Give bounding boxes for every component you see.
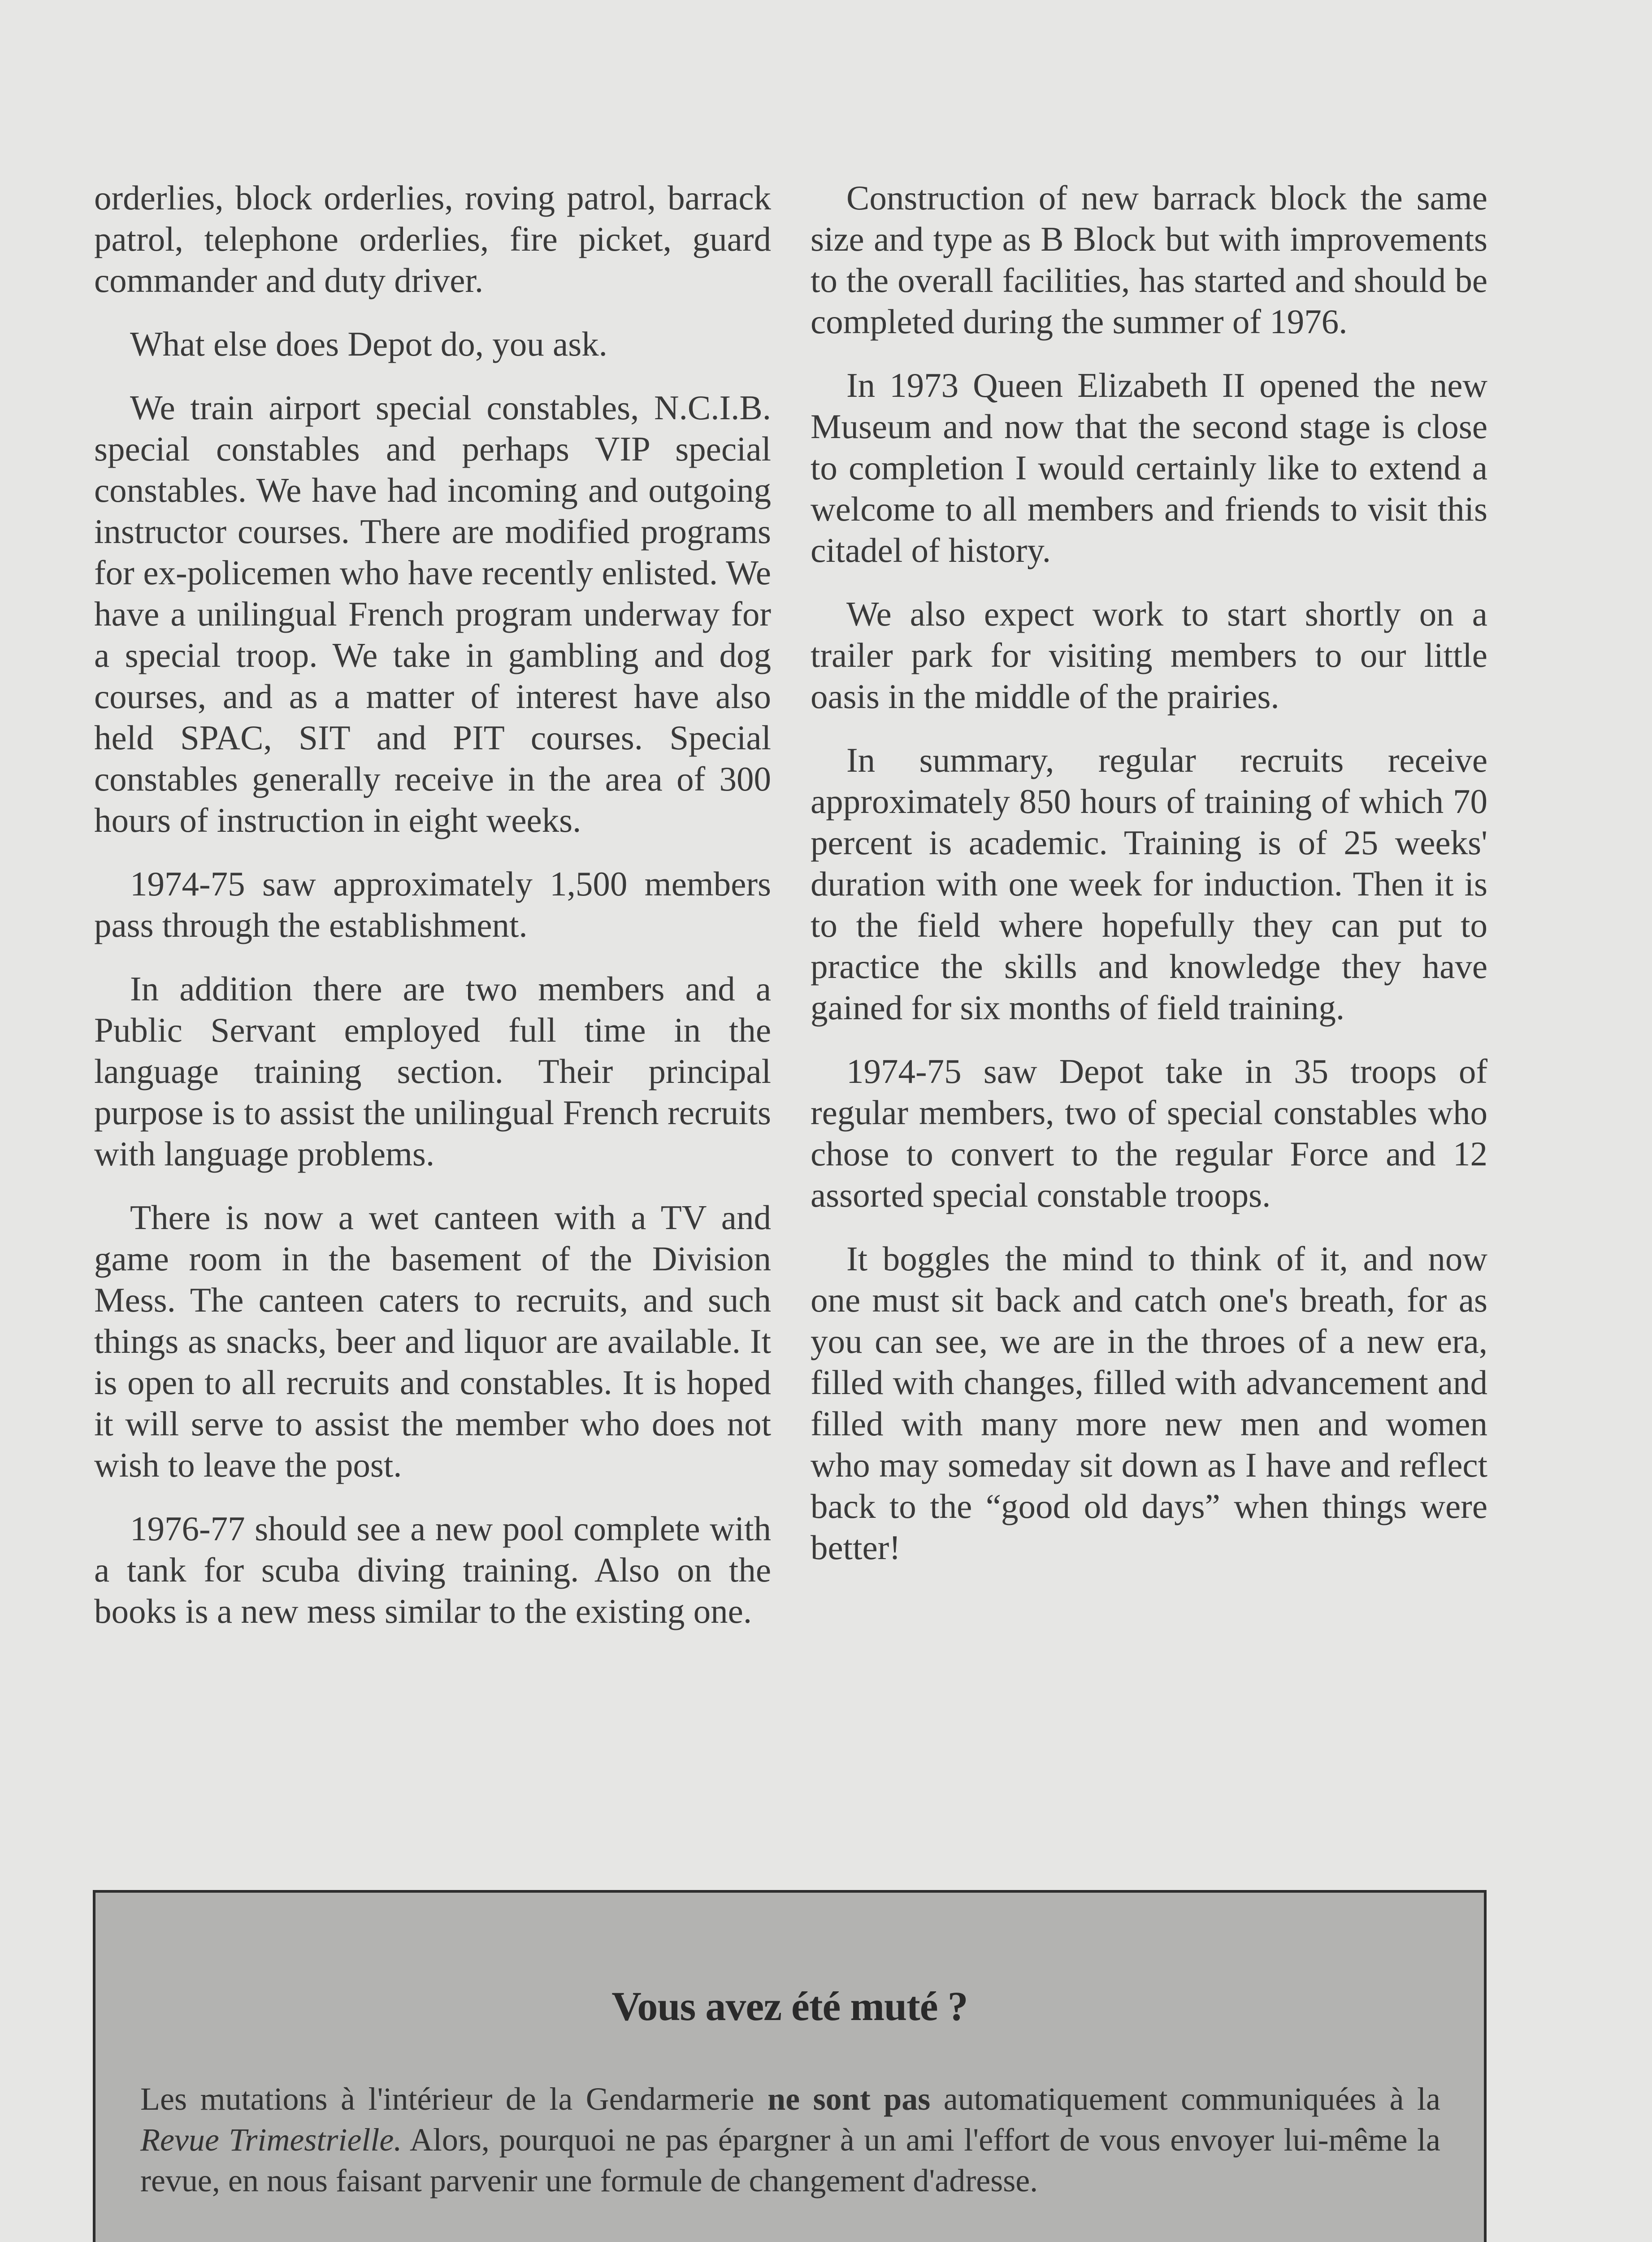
paragraph: 1976-77 should see a new pool complete with a tank for scuba diving training. Also on the books is a new mess similar to the existing one.	[94, 1509, 771, 1630]
paragraph: What else does Depot do, you ask.	[130, 325, 607, 363]
paragraph: 1974-75 saw Depot take in 35 troops of regular members, two of special constables who chose to convert to the regular Force and 12 assorted special constable troops.	[811, 1052, 1487, 1214]
change-of-address-notice	[93, 1890, 1487, 2242]
paragraph: orderlies, block orderlies, roving patrol, barrack patrol, telephone orderlies, fire picket, guard commander and duty driver.	[94, 178, 771, 300]
paragraph: There is now a wet canteen with a TV and game room in the basement of the Division Mess. The canteen caters to recruits, and such things as snacks, beer and liquor are available. It is open to all recruits and constables. It is hoped it will serve to assist the member who does not wish to leave the post.	[94, 1198, 771, 1484]
notice-text	[140, 2079, 1440, 2201]
paragraph: We also expect work to start shortly on a trailer park for visiting members to our little oasis in the middle of the prairies.	[811, 595, 1487, 716]
paragraph: In summary, regular recruits receive approximately 850 hours of training of which 70 percent is academic. Training is of 25 weeks' duration with one week for induction. Then it is to the field where hopefully they can put to practice the skills and knowledge they have gained for six months of field training.	[811, 741, 1487, 1027]
paragraph: We train airport special constables, N.C.I.B. special constables and perhaps VIP special constables. We have had incoming and outgoing instructor courses. There are modified programs for ex-policemen who have recently enlisted. We have a unilingual French program underway for a special troop. We take in gambling and dog courses, and as a matter of interest have also held SPAC, SIT and PIT courses. Special constables generally receive in the area of 300 hours of instruction in eight weeks.	[94, 388, 771, 839]
left-column	[94, 177, 771, 1654]
paragraph: Construction of new barrack block the same size and type as B Block but with improvements to the overall facilities, has started and should be completed during the summer of 1976.	[811, 178, 1487, 341]
paragraph: It boggles the mind to think of it, and now one must sit back and catch one's breath, for as you can see, we are in the throes of a new era, filled with changes, filled with advancement and filled with many more new men and women who may someday sit down as I have and reflect back to the “good old days” when things were better!	[811, 1239, 1487, 1567]
notice-title: Vous avez été muté ?	[611, 1983, 968, 2029]
paragraph: 1974-75 saw approximately 1,500 members pass through the establishment.	[94, 865, 771, 944]
paragraph: In 1973 Queen Elizabeth II opened the new Museum and now that the second stage is close to completion I would certainly like to extend a welcome to all members and friends to visit this citadel of history.	[811, 366, 1487, 569]
paragraph: In addition there are two members and a Public Servant employed full time in the language training section. Their principal purpose is to assist the unilingual French recruits with language problems.	[94, 969, 771, 1173]
magazine-title: Revue Trimestrielle.	[140, 2122, 402, 2158]
notice-emphasis: ne sont pas	[767, 2081, 931, 2117]
notice-text-part: Les mutations à l'intérieur de la Gendarmerie	[140, 2081, 768, 2117]
notice-text-part: automatiquement communiquées à la	[930, 2081, 1440, 2117]
notice-text-part: Alors, pourquoi ne pas épargner à un ami l'effort de vous envoyer lui-même la revue, en nous faisant parvenir une formule de changement d'adresse.	[140, 2122, 1441, 2199]
right-column	[811, 177, 1487, 1590]
